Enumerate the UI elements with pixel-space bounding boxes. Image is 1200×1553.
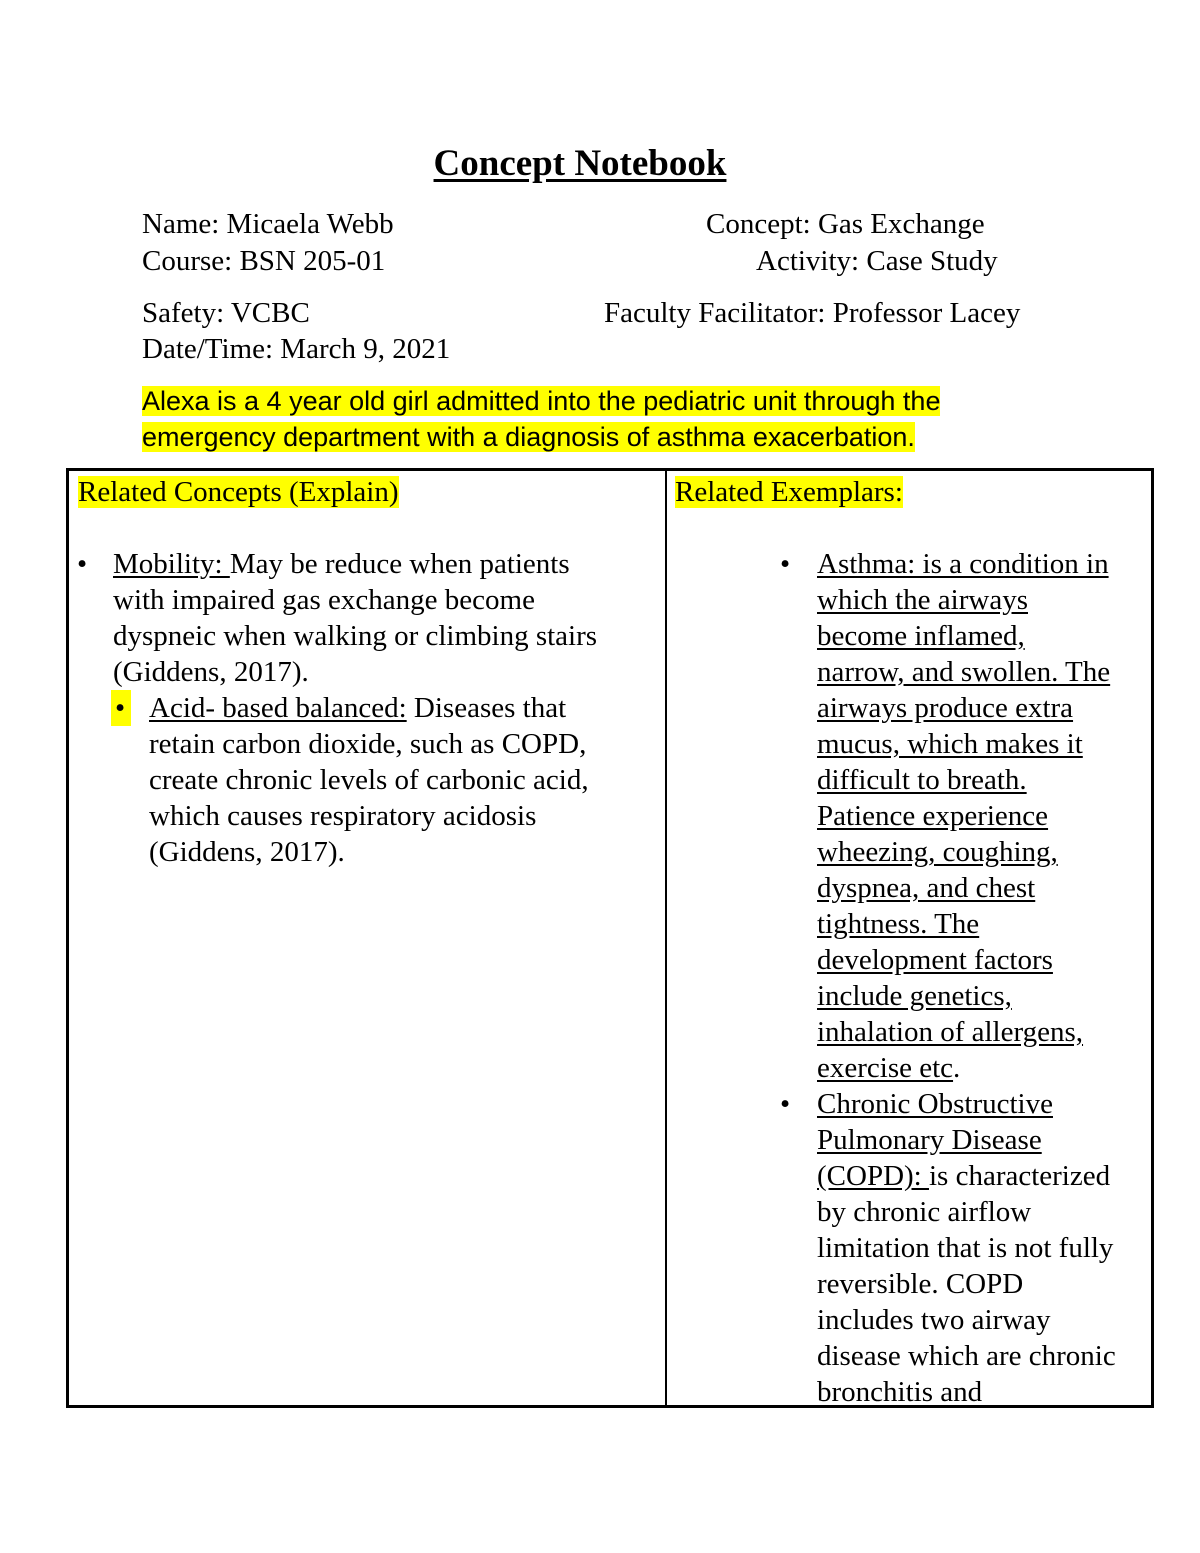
bullet-icon: •	[111, 690, 131, 726]
bullet-icon: •	[780, 548, 791, 580]
activity-field: Activity: Case Study	[756, 245, 998, 277]
asthma-item: Asthma: is a condition in which the airways become inflamed, narrow, and swollen. The airways produce extra mucus, which makes it difficult to breath. Patience experience wheezing, coughing, dyspnea, and chest tightness. The development factors include genetics, inhalation of allergens, exercise etc.	[817, 548, 1111, 1084]
copd-item: Chronic Obstructive Pulmonary Disease (COPD): is characterized by chronic airflow limitation that is not fully reversible. COPD includes two airway disease which are chronic bronchitis and	[817, 1088, 1116, 1408]
bullet-icon: •	[780, 1088, 791, 1120]
mobility-label: Mobility:	[113, 548, 230, 580]
related-exemplars-heading: Related Exemplars:	[675, 476, 903, 508]
page-title: Concept Notebook	[433, 143, 727, 184]
scenario-line: Alexa is a 4 year old girl admitted into the pediatric unit through the	[142, 386, 941, 416]
datetime-field: Date/Time: March 9, 2021	[142, 333, 451, 365]
name-field: Name: Micaela Webb	[142, 208, 394, 240]
column-divider	[665, 471, 667, 1405]
safety-field: Safety: VCBC	[142, 297, 310, 329]
related-concepts-heading: Related Concepts (Explain)	[78, 476, 399, 508]
concept-table	[66, 468, 1154, 1408]
course-field: Course: BSN 205-01	[142, 245, 386, 277]
bullet-icon: •	[77, 548, 88, 580]
acid-base-item: Acid- based balanced: Diseases that retain carbon dioxide, such as COPD, create chronic levels of carbonic acid, which causes respiratory acidosis (Giddens, 2017).	[149, 692, 589, 868]
mobility-item: Mobility: May be reduce when patients with impaired gas exchange become dyspneic when walking or climbing stairs (Giddens, 2017).	[113, 548, 598, 688]
scenario-text	[142, 383, 1042, 455]
facilitator-field: Faculty Facilitator: Professor Lacey	[604, 297, 1021, 329]
concept-field: Concept: Gas Exchange	[706, 208, 985, 240]
acid-base-label: Acid- based balanced:	[149, 692, 407, 724]
scenario-line: emergency department with a diagnosis of asthma exacerbation.	[142, 422, 915, 452]
